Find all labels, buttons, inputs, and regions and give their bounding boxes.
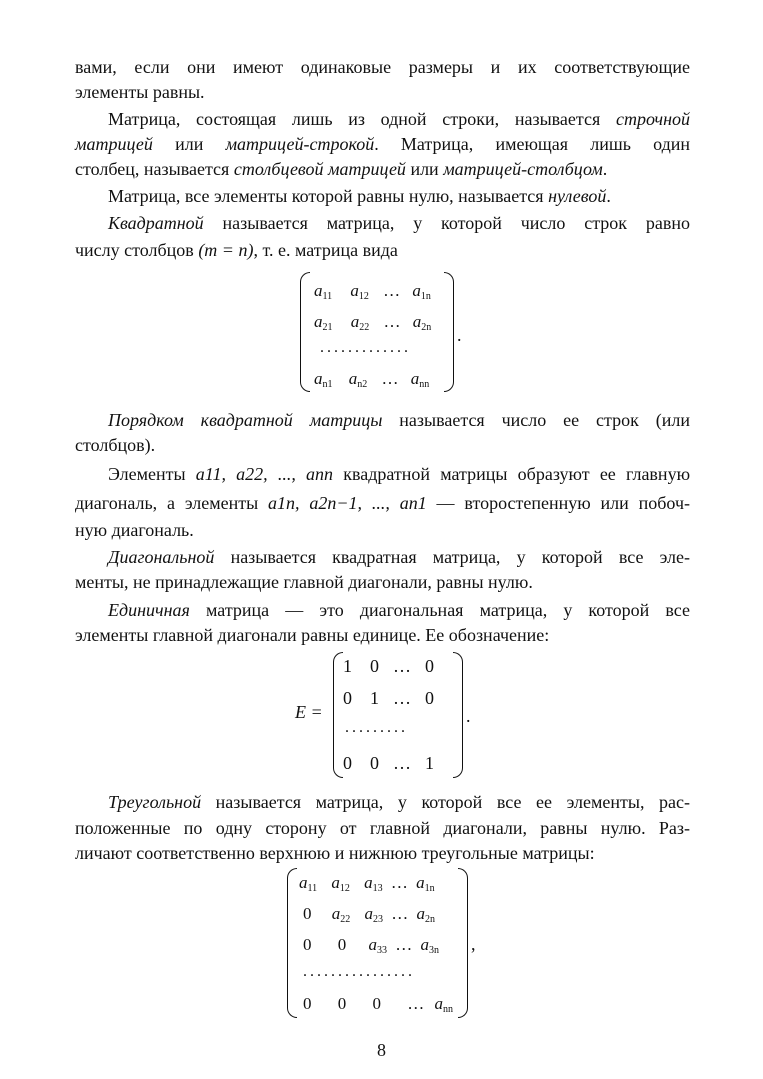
triangular-row-2: 0 $a_{22}$ $a_{23}$ … $a_{2n}$ (303, 904, 435, 925)
paragraph-4-line-1: Квадратной называется матрица, у которой число строк равно (108, 213, 690, 233)
left-bracket (287, 868, 297, 1018)
paragraph-2-line-1: Матрица, состоящая лишь из одной строки, называется строчной (108, 109, 690, 129)
identity-row-1: 1 0 … 0 (343, 656, 434, 676)
identity-row-n: 0 0 … 1 (343, 753, 434, 773)
square-matrix (300, 272, 470, 392)
matrix-row-2: $a_{21}$ $a_{22}$ … $a_{2n}$ (314, 312, 432, 333)
triangular-row-1: $a_{11}$ $a_{12}$ $a_{13}$ … $a_{1n}$ (299, 873, 435, 894)
triangular-row-n: 0 0 0 … $a_{nn}$ (303, 994, 453, 1015)
identity-label: E = (295, 702, 323, 722)
paragraph-1-line-1: вами, если они имеют одинаковые размеры и их соответствующие (75, 57, 690, 77)
triangular-dots-row: ................ (303, 963, 415, 980)
paragraph-9-line-3: личают соответственно верхнюю и нижнюю треугольные матрицы: (75, 843, 595, 863)
matrix-dots-row: ............. (320, 339, 411, 356)
left-bracket (333, 652, 343, 778)
paragraph-9-line-1: Треугольной называется матрица, у которой все ее элементы, рас- (108, 792, 690, 812)
identity-row-2: 0 1 … 0 (343, 688, 434, 708)
right-bracket (458, 868, 468, 1018)
paragraph-6-line-1: Элементы a11, a22, ..., ann квадратной матрицы образуют ее главную (108, 464, 691, 484)
triangular-row-3: 0 0 $a_{33}$ … $a_{3n}$ (303, 935, 439, 956)
matrix-period: . (457, 325, 462, 345)
right-bracket (453, 652, 463, 778)
paragraph-1-line-2: элементы равны. (75, 82, 205, 102)
paragraph-2-line-3: столбец, называется столбцевой матрицей или матрицей-столбцом. (75, 159, 608, 179)
identity-dots-row: ......... (345, 719, 408, 736)
right-bracket (444, 272, 454, 392)
page-number: 8 (377, 1040, 386, 1060)
triangular-matrix (287, 868, 487, 1020)
paragraph-7-line-1: Диагональной называется квадратная матрица, у которой все эле- (108, 547, 690, 567)
identity-matrix (295, 652, 485, 780)
left-bracket (300, 272, 310, 392)
paragraph-9-line-2: положенные по одну сторону от главной диагонали, равны нулю. Раз- (75, 818, 690, 838)
paragraph-7-line-2: менты, не принадлежащие главной диагонали, равны нулю. (75, 572, 533, 592)
paragraph-2-line-2: матрицей или матрицей-строкой. Матрица, имеющая лишь один (75, 134, 690, 154)
paragraph-5-line-1: Порядком квадратной матрицы называется число ее строк (или (108, 410, 690, 430)
paragraph-6-line-3: ную диагональ. (75, 520, 194, 540)
paragraph-5-line-2: столбцов). (75, 435, 156, 455)
paragraph-3: Матрица, все элементы которой равны нулю, называется нулевой. (108, 186, 611, 206)
matrix-row-1: $a_{11}$ $a_{12}$ … $a_{1n}$ (314, 281, 431, 302)
paragraph-8-line-1: Единичная матрица — это диагональная матрица, у которой все (108, 600, 690, 620)
triangular-comma: , (471, 934, 476, 954)
paragraph-6-line-2: диагональ, а элементы a1n, a2n−1, ..., an1 — второстепенную или побоч- (75, 493, 690, 513)
identity-period: . (466, 706, 471, 726)
matrix-row-n: $a_{n1}$ $a_{n2}$ … $a_{nn}$ (314, 369, 430, 390)
paragraph-8-line-2: элементы главной диагонали равны единице. Ее обозначение: (75, 625, 550, 645)
paragraph-4-line-2: числу столбцов (m = n), т. е. матрица вида (75, 240, 398, 260)
